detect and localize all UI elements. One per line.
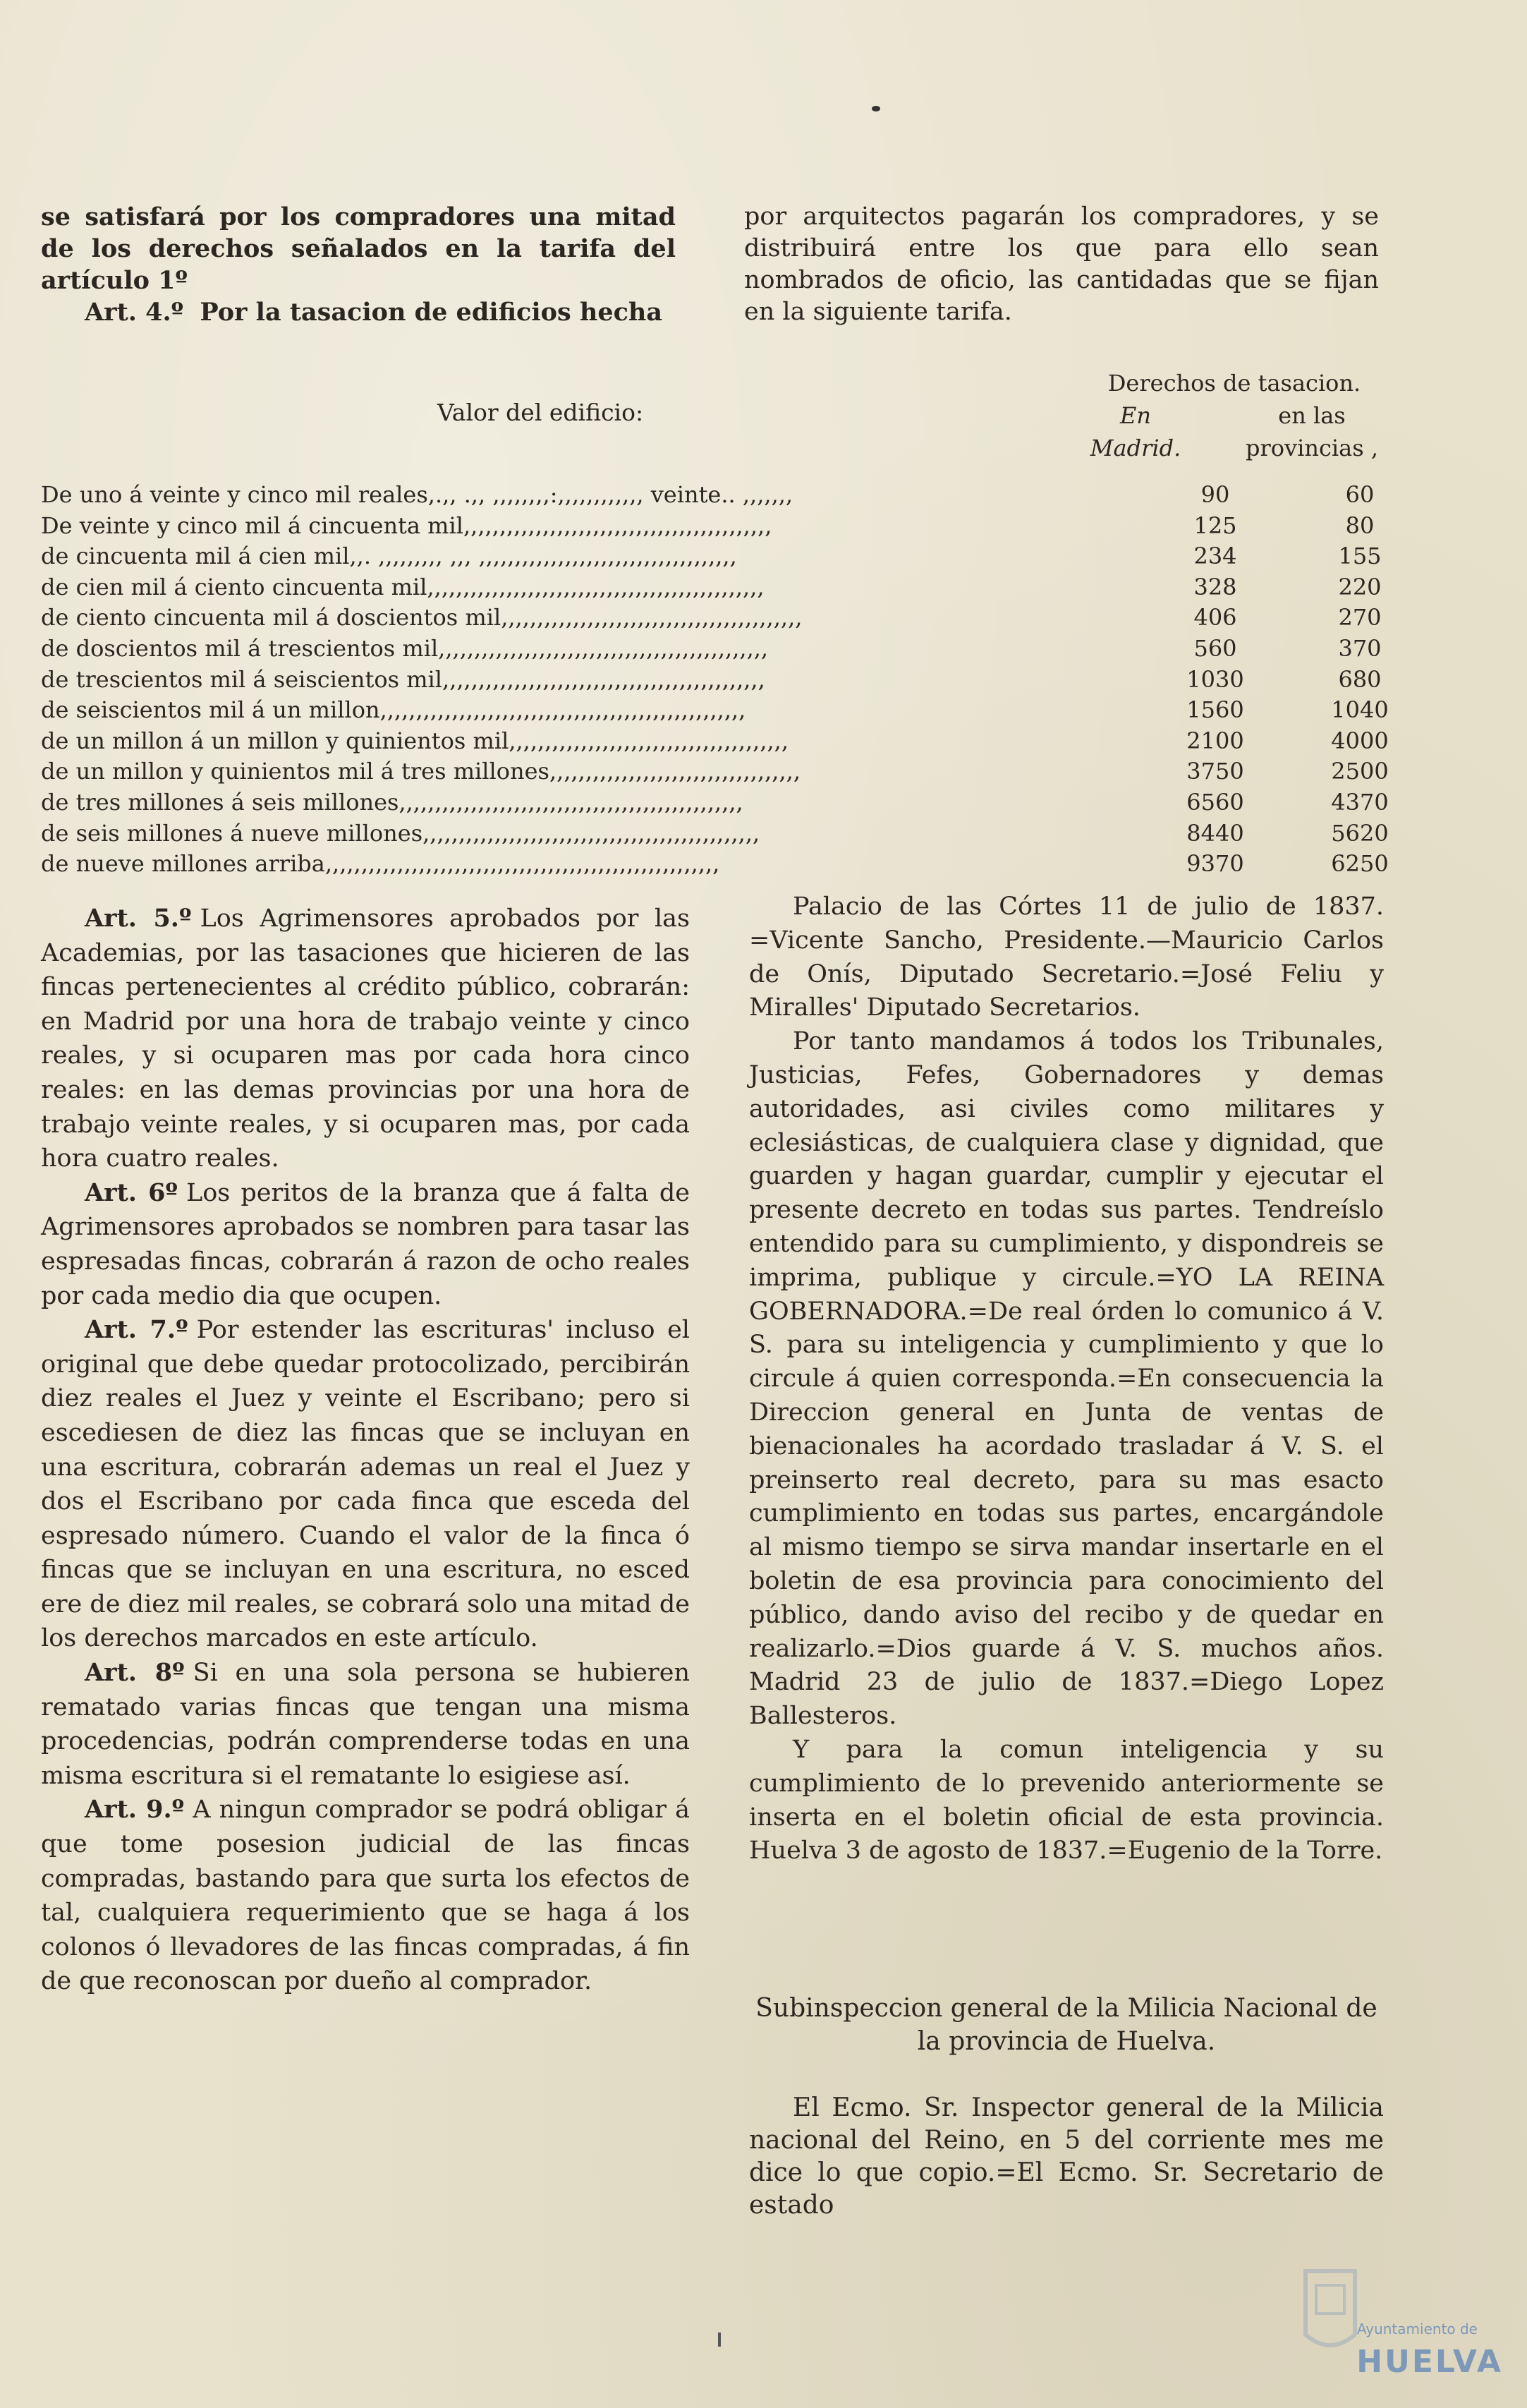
article-8 [41, 1656, 690, 1793]
row-label: de tres millones á seis millones,,,,,,,,,,,,,,,,,,,,,,,,,,,,,,,,,,,,,,,,,,,,,,,, [41, 788, 743, 816]
table-row [41, 818, 1389, 849]
article-5-label: Art. 5.º [85, 904, 192, 933]
right-column-decree [749, 890, 1384, 1868]
row-label: De uno á veinte y cinco mil reales,.,, .,, ,,,,,,,,:,,,,,,,,,,,, veinte.. ,,,,,,, [41, 481, 793, 508]
row-label: de nueve millones arriba,,,,,,,,,,,,,,,,,,,,,,,,,,,,,,,,,,,,,,,,,,,,,,,,,,,,,,, [41, 850, 720, 878]
provinces-value: 4000 [1331, 727, 1389, 754]
article-9-label: Art. 9.º [85, 1795, 185, 1825]
tariff-table [41, 480, 1389, 880]
row-label: de trescientos mil á seiscientos mil,,,,,,,,,,,,,,,,,,,,,,,,,,,,,,,,,,,,,,,,,,,,, [41, 665, 765, 693]
madrid-value: 328 [1193, 573, 1237, 600]
article-6-label: Art. 6º [85, 1178, 178, 1207]
table-heading-fees [1076, 367, 1393, 464]
palacio-paragraph: Palacio de las Córtes 11 de julio de 1837. =Vicente Sancho, Presidente.—Mauricio Carlos de Onís, Diputado Secretario.=José Feliu y Miralles' Diputado Secretarios. [749, 893, 1384, 1022]
article-4-label: Art. 4.º [85, 298, 184, 327]
article-6 [41, 1176, 690, 1313]
page-mark [872, 106, 880, 111]
watermark-line1: Ayuntamiento de [1356, 2321, 1478, 2337]
table-row [41, 787, 1389, 818]
table-row [41, 665, 1381, 696]
provinces-heading-2: provincias , [1246, 435, 1378, 461]
top-left-column [41, 201, 676, 329]
section-title: Subinspeccion general de la Milicia Nacional de la provincia de Huelva. [755, 1994, 1377, 2056]
madrid-heading-2: Madrid. [1090, 435, 1181, 461]
watermark-line2: HUELVA [1356, 2344, 1503, 2380]
continuation-text: se satisfará por los compradores una mitad de los derechos señalados en la tarifa del artículo 1º [41, 202, 676, 295]
madrid-value: 6560 [1186, 788, 1244, 816]
article-4 [41, 296, 676, 329]
provinces-value: 6250 [1331, 850, 1389, 878]
article-8-text: Si en una sola persona se hubieren rematado varias fincas que tengan una misma procedencias, podrán comprenderse todas en una misma escritura si el rematante lo esigiese así. [41, 1659, 690, 1790]
provinces-value: 220 [1338, 573, 1382, 600]
article-6-text: Los peritos de la branza que á falta de Agrimensores aprobados se nombren para tasar las espresadas fincas, cobrarán á razon de ocho reales por cada medio dia que ocupen. [41, 1178, 690, 1310]
table-row [41, 541, 1381, 572]
por-tanto-paragraph: Por tanto mandamos á todos los Tribunales, Justicias, Fefes, Gobernadores y demas autoridades, asi civiles como militares y eclesiásticas, de cualquiera clase y dignidad, que guarden y hagan guardar, cumplir y ejecutar el presente decreto en todas sus partes. Tendreíslo entendido para su cumplimiento, y dispondreis se imprima, publique y circule.=YO LA REINA GOBERNADORA.=De real órden lo comunico á V. S. para su inteligencia y cumplimiento y que lo circule á quien corresponda.=En consecuencia la Direccion general en Junta de ventas de bienacionales ha acordado trasladar á V. S. el preinserto real decreto, para su mas esacto cumplimiento en todas sus partes, encargándole al mismo tiempo se sirva mandar insertarle en el boletin de esa provincia para conocimiento del público, dando aviso del recibo y de quedar en realizarlo.=Dios guarde á V. S. muchos años. Madrid 23 de julio de 1837.=Diego Lopez Ballesteros. [749, 1027, 1384, 1731]
article-5-text: Los Agrimensores aprobados por las Academias, por las tasaciones que hicieren de las fincas pertenecientes al crédito público, cobrarán: en Madrid por una hora de trabajo veinte y cinco reales, y si ocuparen mas por cada hora cinco reales: en las demas provincias por una hora de trabajo veinte reales, y si ocuparen mas, por cada hora cuatro reales. [41, 904, 690, 1173]
article-7 [41, 1313, 690, 1656]
madrid-value: 234 [1193, 543, 1237, 570]
tarifa-intro: por arquitectos pagarán los compradores, y se distribuirá entre los que para ello sean nombrados de oficio, las cantidadas que se fijan en la siguiente tarifa. [744, 202, 1379, 326]
y-para-paragraph: Y para la comun inteligencia y su cumplimiento de lo prevenido anteriormente se inserta en el boletin oficial de esta provincia. Huelva 3 de agosto de 1837.=Eugenio de la Torre. [749, 1735, 1384, 1865]
row-label: de doscientos mil á trescientos mil,,,,,,,,,,,,,,,,,,,,,,,,,,,,,,,,,,,,,,,,,,,,,, [41, 634, 769, 662]
table-heading-value: Valor del edificio: [437, 399, 644, 426]
row-label: de un millon y quinientos mil á tres millones,,,,,,,,,,,,,,,,,,,,,,,,,,,,,,,,,,, [41, 758, 801, 785]
table-row [41, 634, 1381, 665]
provinces-value: 5620 [1331, 819, 1389, 847]
article-8-label: Art. 8º [85, 1658, 185, 1688]
provinces-value: 80 [1345, 512, 1375, 539]
table-row [41, 726, 1389, 757]
madrid-value: 1030 [1186, 665, 1244, 693]
provinces-value: 270 [1338, 604, 1382, 631]
row-label: de cincuenta mil á cien mil,,. ,,,,,,,,, ,,, ,,,,,,,,,,,,,,,,,,,,,,,,,,,,,,,,,,,, [41, 543, 737, 570]
left-column-articles [41, 902, 690, 1999]
provinces-value: 680 [1338, 665, 1382, 693]
provinces-value: 60 [1345, 481, 1375, 508]
table-row [41, 695, 1389, 726]
fees-subheadings [1076, 399, 1393, 432]
article-5 [41, 902, 690, 1176]
table-row [41, 480, 1381, 511]
provinces-value: 4370 [1331, 788, 1389, 816]
madrid-value: 406 [1193, 604, 1237, 631]
page-mark-bottom [718, 2333, 721, 2347]
table-row [41, 603, 1381, 634]
madrid-value: 560 [1193, 634, 1237, 662]
row-label: de ciento cincuenta mil á doscientos mil,,,,,,,,,,,,,,,,,,,,,,,,,,,,,,,,,,,,,,,,,, [41, 604, 803, 631]
provinces-value: 2500 [1331, 758, 1389, 785]
table-row [41, 756, 1389, 787]
article-9 [41, 1793, 690, 1999]
fees-heading-main: Derechos de tasacion. [1107, 370, 1361, 397]
provinces-value: 1040 [1331, 696, 1389, 724]
table-row [41, 572, 1381, 603]
madrid-value: 3750 [1186, 758, 1244, 785]
table-row [41, 849, 1389, 880]
article-7-text: Por estender las escrituras' incluso el original que debe quedar protocolizado, percibirán diez reales el Juez y veinte el Escribano; pero si escediesen de diez las fincas que se incluyan en una escritura, cobrarán ademas un real el Juez y dos el Escribano por cada finca que esceda del espresado número. Cuando el valor de la finca ó fincas que se incluyan en una escritura, no esced ere de diez mil reales, se cobrará solo una mitad de los derechos marcados en este artículo. [41, 1316, 690, 1653]
row-label: de seis millones á nueve millones,,,,,,,,,,,,,,,,,,,,,,,,,,,,,,,,,,,,,,,,,,,,,,, [41, 819, 760, 847]
row-label: de un millon á un millon y quinientos mil,,,,,,,,,,,,,,,,,,,,,,,,,,,,,,,,,,,,,,, [41, 727, 789, 754]
top-right-column [744, 201, 1379, 328]
article-7-label: Art. 7.º [85, 1315, 188, 1345]
closing-paragraph: El Ecmo. Sr. Inspector general de la Milicia nacional del Reino, en 5 del corriente mes me dice lo que copio.=El Ecmo. Sr. Secretario de estado [749, 2093, 1384, 2220]
article-4-text: Por la tasacion de edificios hecha [200, 298, 663, 327]
madrid-heading-1: En [1120, 402, 1151, 429]
madrid-value: 2100 [1186, 727, 1244, 754]
row-label: de cien mil á ciento cincuenta mil,,,,,,,,,,,,,,,,,,,,,,,,,,,,,,,,,,,,,,,,,,,,,,, [41, 573, 765, 600]
provinces-heading-1: en las [1278, 402, 1346, 429]
madrid-value: 8440 [1186, 819, 1244, 847]
madrid-value: 90 [1200, 481, 1230, 508]
madrid-value: 9370 [1186, 850, 1244, 878]
provinces-value: 155 [1338, 543, 1382, 570]
article-9-text: A ningun comprador se podrá obligar á que tome posesion judicial de las fincas compradas, bastando para que surta los efectos de tal, cualquiera requerimiento que se haga á los colonos ó llevadores de las fincas compradas, á fin de que reconoscan por dueño al comprador. [41, 1796, 690, 1996]
row-label: De veinte y cinco mil á cincuenta mil,,,,,,,,,,,,,,,,,,,,,,,,,,,,,,,,,,,,,,,,,,, [41, 512, 772, 539]
table-row [41, 511, 1381, 542]
row-label: de seiscientos mil á un millon,,,,,,,,,,,,,,,,,,,,,,,,,,,,,,,,,,,,,,,,,,,,,,,,,,, [41, 696, 746, 724]
madrid-value: 125 [1193, 512, 1237, 539]
madrid-value: 1560 [1186, 696, 1244, 724]
fees-subheadings-2 [1076, 432, 1393, 464]
provinces-value: 370 [1338, 634, 1382, 662]
